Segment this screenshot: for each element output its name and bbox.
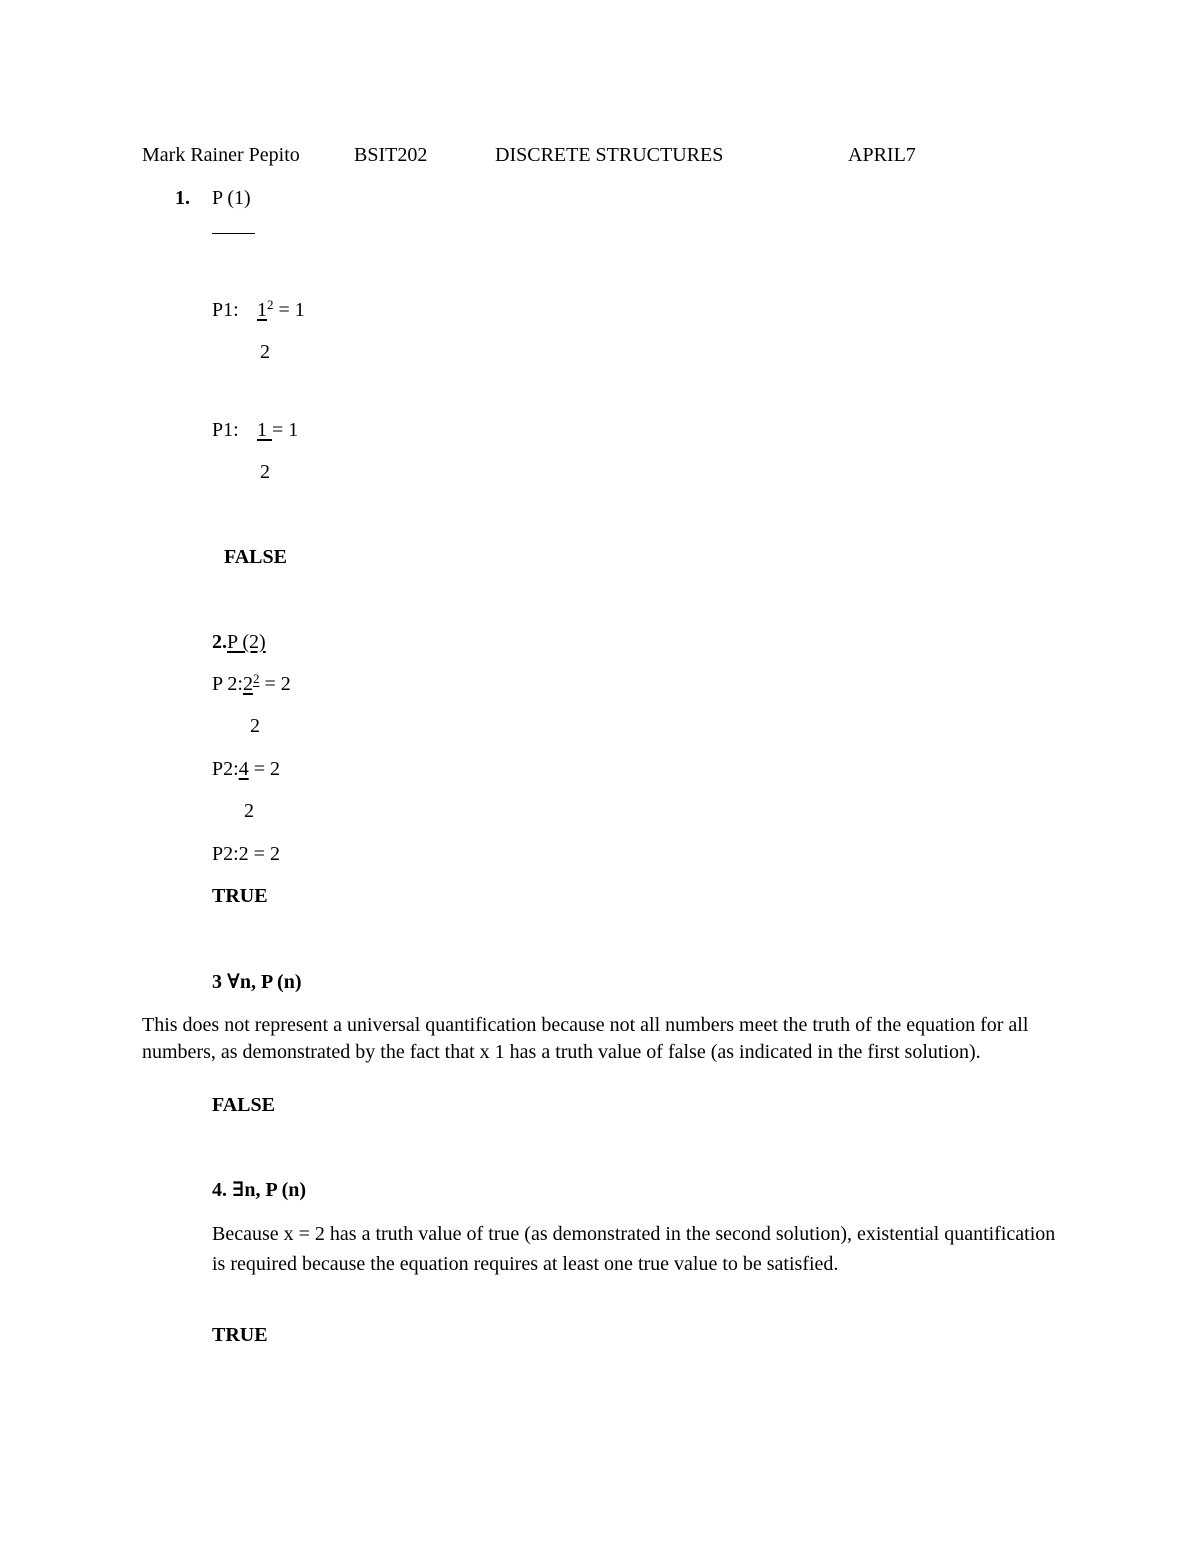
- q2-step2-denominator: 2: [244, 800, 254, 822]
- q1-step1-label: P1:: [212, 299, 239, 321]
- q1-step2-label: P1:: [212, 419, 239, 441]
- q2-step2-numerator: 4: [238, 758, 249, 780]
- q2-step1-numerator: 2: [242, 673, 253, 695]
- q4-heading: 4. ∃n, P (n): [212, 1179, 307, 1201]
- q2-step1-label: P 2:: [212, 673, 243, 695]
- q2-step2: [212, 759, 280, 779]
- q1-number: 1.: [175, 187, 190, 209]
- q2-step1-exponent: 2: [252, 671, 260, 686]
- q1-step2-rhs: = 1: [272, 419, 299, 441]
- q2-step1: [212, 671, 291, 695]
- q1-step1-rhs: = 1: [273, 299, 305, 321]
- q1-step1-exponent: 2: [267, 297, 274, 312]
- q1-step2-numerator: 1: [257, 419, 272, 441]
- course-section: BSIT202: [354, 144, 428, 166]
- q2-step3: P2:2 = 2: [212, 843, 280, 865]
- q2-step1-denominator: 2: [250, 715, 260, 737]
- q3-result: FALSE: [212, 1094, 275, 1116]
- date-label: APRIL7: [848, 144, 916, 166]
- student-name: Mark Rainer Pepito: [142, 144, 300, 166]
- q2-heading: [212, 632, 266, 652]
- q3-heading: 3 ∀n, P (n): [212, 971, 302, 993]
- q1-step1-denominator: 2: [260, 341, 270, 363]
- q1-step2-equation: [257, 420, 298, 440]
- q2-title: P (2): [227, 631, 266, 653]
- q2-step2-label: P2:: [212, 758, 239, 780]
- q1-blank-line: [212, 233, 255, 234]
- q2-number: 2.: [212, 631, 227, 653]
- q1-title: P (1): [212, 187, 251, 209]
- q4-explanation: Because x = 2 has a truth value of true (as demonstrated in the second solution), existential quantification is required because the equation requires at least one true value to be satisfied.: [212, 1223, 1056, 1275]
- subject-title: DISCRETE STRUCTURES: [495, 144, 724, 166]
- q2-result: TRUE: [212, 885, 268, 907]
- q1-result: FALSE: [224, 546, 287, 568]
- q1-step1-equation: [257, 297, 305, 321]
- q2-step2-rhs: = 2: [248, 758, 280, 780]
- q2-step1-rhs: = 2: [259, 673, 291, 695]
- q1-step1-numerator: 1: [257, 299, 267, 321]
- q4-result: TRUE: [212, 1324, 268, 1346]
- q1-step2-denominator: 2: [260, 461, 270, 483]
- q3-explanation: This does not represent a universal quantification because not all numbers meet the truth of the equation for all numbers, as demonstrated by the fact that x 1 has a truth value of false (as indicated in the first solution).: [142, 1014, 1029, 1063]
